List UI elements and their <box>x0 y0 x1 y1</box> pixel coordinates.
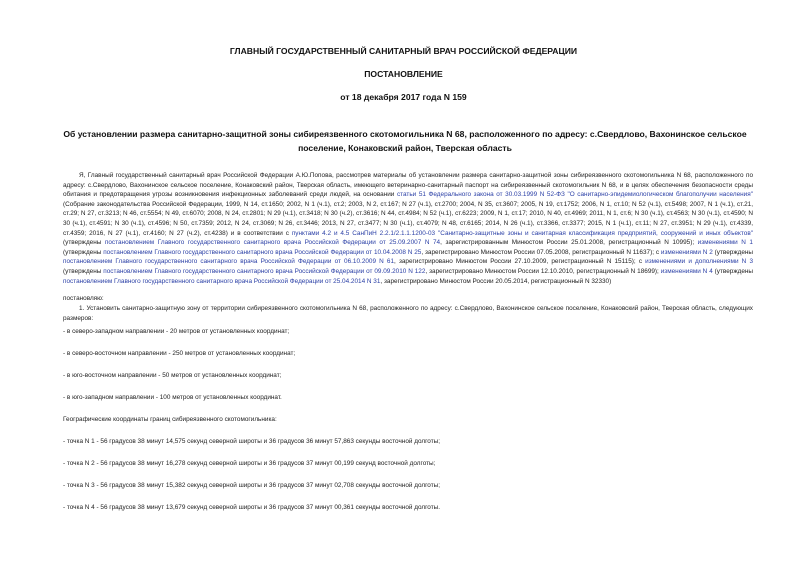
coordinate-point-3: - точка N 3 - 56 градусов 38 минут 15,382 секунд северной широты и 36 градусов 37 минут 02,708 секунды восточной долготы; <box>63 482 440 489</box>
resolution-2009-link[interactable]: постановлением Главного государственного санитарного врача Российской Федерации от 06.10.2009 N 61 <box>63 258 395 266</box>
resolution-2014-link[interactable]: постановлением Главного государственного санитарного врача Российской Федерации от 25.04.2014 N 31 <box>63 277 381 285</box>
title-line-1: Об установлении размера санитарно-защитной зоны сибиреязвенного скотомогильника N 68, расположенного по адресу: с.Свердлово, Вахонинское сельское <box>63 129 747 139</box>
preamble-paragraph <box>63 171 753 286</box>
amendments-2-link[interactable]: изменениями N 2 <box>660 248 713 256</box>
preamble-text: , зарегистрировано Минюстом России 20.05.2014, регистрационный N 32330) <box>380 277 612 285</box>
preamble-text: , зарегистрировано Минюстом России 12.10.2010, регистрационный N 18699); <box>425 267 661 275</box>
coordinate-point-1: - точка N 1 - 56 градусов 38 минут 14,575 секунд северной широты и 36 градусов 36 минут 57,863 секунды восточной долготы; <box>63 438 440 445</box>
document-type: ПОСТАНОВЛЕНИЕ <box>364 69 443 79</box>
preamble-text: (Собрание законодательства Российской Федерации, 1999, N 14, ст.1650; 2002, N 1 (ч.1), ст.2; 2003, N 2, ст.167; N 27 (ч.1), ст.2700; 2004, N 35, ст.3607; 2005, N 19, ст.1752; 2006, N 1, ст.10; N 52 (ч.1), ст.5498; 2007, N 1 (ч.1), ст.21, ст.29; N 27, ст.3213; N 46, ст.5554; N 49, ст.6070; 2008, N 24, ст.2801; N 29 (ч.1), ст.3418; N 30 (ч.2), ст.3616; N 44, ст.4984; N 52 (ч.1), ст.6223; 2009, N 1, ст.17; 2010, N 40, ст.4969; 2011, N 1, ст.6; N 30 (ч.1), ст.4563; N 30 (ч.1), ст.4590; N 30 (ч.1), ст.4591; N 30 (ч.1), ст.4596; N 50, ст.7359; 2012, N 24, ст.3069; N 26, ст.3446; 2013, N 27, ст.3477; N 30 (ч.1), ст.4079; N 48, ст.6165; 2014, N 26 (ч.1), ст.3366, ст.3377; 2015, N 1 (ч.1), ст.11; N 27, ст.3951; N 29 (ч.1), ст.4339, ст.4359; 2016, N 27 (ч.1), ст.4160; N 27 (ч.2), ст.4238) и в соответствии с <box>63 200 753 237</box>
amendments-4-link[interactable]: изменениями N 4 <box>660 267 713 275</box>
decree-item-1: 1. Установить санитарно-защитную зону от территории сибиреязвенного скотомогильника N 68, расположенного по адресу: с.Свердлово, Вахонинское сельское поселение, Конаковский район, Тверская область, следующих размеров: <box>63 305 753 322</box>
preamble-text: (утверждены <box>712 267 754 275</box>
resolution-2007-link[interactable]: постановлением Главного государственного санитарного врача Российской Федерации от 25.09.2007 N 74 <box>104 239 441 247</box>
coordinate-point-4: - точка N 4 - 56 градусов 38 минут 13,679 секунд северной широты и 36 градусов 37 минут 00,361 секунды восточной долготы. <box>63 504 440 511</box>
direction-southeast: - в юго-восточном направлении - 50 метров от установленных координат; <box>63 372 282 379</box>
preamble-text: (утверждены <box>712 248 754 256</box>
preamble-text: , зарегистрированным Минюстом России 25.01.2008, регистрационный N 10995); <box>440 239 698 247</box>
coordinates-heading: Географические координаты границ сибиреязвенного скотомогильника: <box>63 416 277 423</box>
amendments-1-link[interactable]: изменениями N 1 <box>697 239 753 247</box>
sanpin-link[interactable]: пунктами 4.2 и 4.5 СанПиН 2.2.1/2.1.1.1200-03 "Санитарно-защитные зоны и санитарная классификация предприятий, сооружений и иных объектов" <box>291 229 753 237</box>
preamble-text: , зарегистрировано Минюстом России 27.10.2009, регистрационный N 15115); с <box>394 258 646 266</box>
direction-southwest: - в юго-западном направлении - 100 метров от установленных координат. <box>63 394 282 401</box>
direction-northwest: - в северо-западном направлении - 20 метров от установленных координат; <box>63 328 290 335</box>
law-article-link[interactable]: статьи 51 Федерального закона от 30.03.1999 N 52-ФЗ "О санитарно-эпидемиологическом благополучии населения" <box>396 191 753 199</box>
document-date-number: от 18 декабря 2017 года N 159 <box>340 92 467 102</box>
resolution-2008-link[interactable]: постановлением Главного государственного санитарного врача Российской Федерации от 10.04.2008 N 25 <box>103 248 422 256</box>
preamble-text: (утверждены <box>63 239 105 247</box>
preamble-text: Я, Главный государственный санитарный врач Российской Федерации А.Ю.Попова, рассмотрев материалы об установлении размера санитарно-защитной зоны сибиреязвенного скотомогильника N 68, расположенного по адресу: с.Свердлово, Вахонинское сельское поселение, Конаковский район, Тверская область, имеющего ветеринарно-санитарный паспорт на сибиреязвенный скотомогильник N 68, и в целях обеспечения безопасности среды обитания и предотвращения угрозы возникновения инфекционных заболеваний среди людей, на основании <box>63 172 753 199</box>
amendments-3-link[interactable]: изменениями и дополнениями N 3 <box>645 258 753 266</box>
resolution-2010-link[interactable]: постановлением Главного государственного санитарного врача Российской Федерации от 09.09.2010 N 122 <box>103 267 426 275</box>
decree-word: постановляю: <box>63 295 104 302</box>
document-title <box>60 128 750 155</box>
title-line-2: поселение, Конаковский район, Тверская область <box>298 142 512 153</box>
preamble-text: (утверждены <box>63 248 104 256</box>
preamble-text: , зарегистрировано Минюстом России 07.05.2008, регистрационный N 11637); с <box>421 248 661 256</box>
coordinate-point-2: - точка N 2 - 56 градусов 38 минут 16,278 секунд северной широты и 36 градусов 37 минут 00,199 секунд восточной долготы; <box>63 460 436 467</box>
issuing-authority: ГЛАВНЫЙ ГОСУДАРСТВЕННЫЙ САНИТАРНЫЙ ВРАЧ РОССИЙСКОЙ ФЕДЕРАЦИИ <box>229 46 578 56</box>
preamble-text: (утверждены <box>63 267 104 275</box>
direction-northeast: - в северо-восточном направлении - 250 метров от установленных координат; <box>63 350 296 357</box>
